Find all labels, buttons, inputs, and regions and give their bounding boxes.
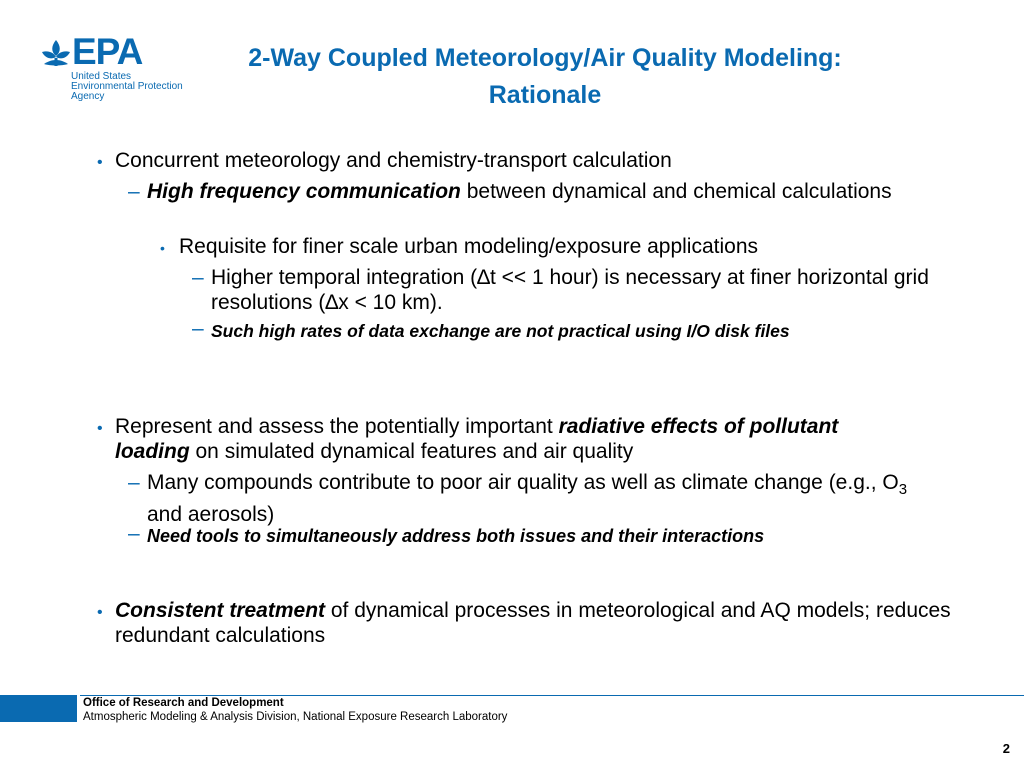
footer-office: Office of Research and Development xyxy=(83,697,284,709)
bullet-2-2-text: Need tools to simultaneously address both issues and their interactions xyxy=(147,526,765,546)
bullet-1-1-1-2-text: Such high rates of data exchange are not practical using I/O disk files xyxy=(211,321,790,341)
footer-division: Atmospheric Modeling & Analysis Division, National Exposure Research Laboratory xyxy=(83,711,508,723)
bullet-2-1: – Many compounds contribute to poor air quality as well as climate change (e.g., $O_3$ and aerosols) xyxy=(128,471,908,527)
bullet-marker: • xyxy=(97,604,103,621)
bullet-1-1-1 xyxy=(160,234,920,259)
bullet-1-1 xyxy=(128,179,928,204)
bullet-3-text: of dynamical processes in meteorological and AQ models; reduces redundant calculations xyxy=(115,599,951,647)
bullet-3 xyxy=(97,598,957,648)
bullet-marker: • xyxy=(97,154,103,171)
bullet-1-1-1-2 xyxy=(192,317,932,342)
slide-title-line2: Rationale xyxy=(488,81,602,109)
dash-marker: – xyxy=(128,471,140,494)
bullet-2-2 xyxy=(128,522,948,547)
dash-marker: – xyxy=(192,266,204,289)
bullet-2 xyxy=(97,414,917,464)
bullet-3-emphasis: Consistent treatment xyxy=(115,599,326,622)
delta-symbol: ∆ xyxy=(325,291,339,314)
bullet-1-text: Concurrent meteorology and chemistry-transport calculation xyxy=(115,149,672,172)
delta-symbol: ∆ xyxy=(477,266,490,289)
bullet-1 xyxy=(97,148,917,173)
bullet-1-1-1-1: – Higher temporal integration (∆t << 1 hour) is necessary at finer horizontal grid resolutions (∆x < 10 km). xyxy=(192,266,929,314)
footer-divider xyxy=(80,695,1024,696)
footer-accent-bar xyxy=(0,695,77,722)
bullet-marker: • xyxy=(97,420,103,437)
bullet-marker: • xyxy=(160,240,165,256)
page-number: 2 xyxy=(1002,741,1010,756)
bullet-2-text-2: on simulated dynamical features and air quality xyxy=(189,440,634,463)
dash-marker: – xyxy=(128,180,140,203)
bullet-1-1-emphasis: High frequency communication xyxy=(147,180,461,203)
slide-title-line1: 2-Way Coupled Meteorology/Air Quality Modeling: xyxy=(248,44,842,72)
dash-marker: – xyxy=(128,522,140,545)
dash-marker: – xyxy=(192,317,204,340)
subscript: 3 xyxy=(898,481,908,499)
bullet-2-text: Represent and assess the potentially important xyxy=(115,415,559,438)
bullet-2-emphasis: radiative effects of pollutant loading xyxy=(115,415,839,463)
bullet-1-1-text: between dynamical and chemical calculations xyxy=(460,180,892,203)
bullet-1-1-1-text: Requisite for finer scale urban modeling/exposure applications xyxy=(179,235,758,258)
epa-wordmark: EPA xyxy=(72,31,143,72)
epa-agency-name: United States Environmental Protection Agency xyxy=(71,71,183,102)
